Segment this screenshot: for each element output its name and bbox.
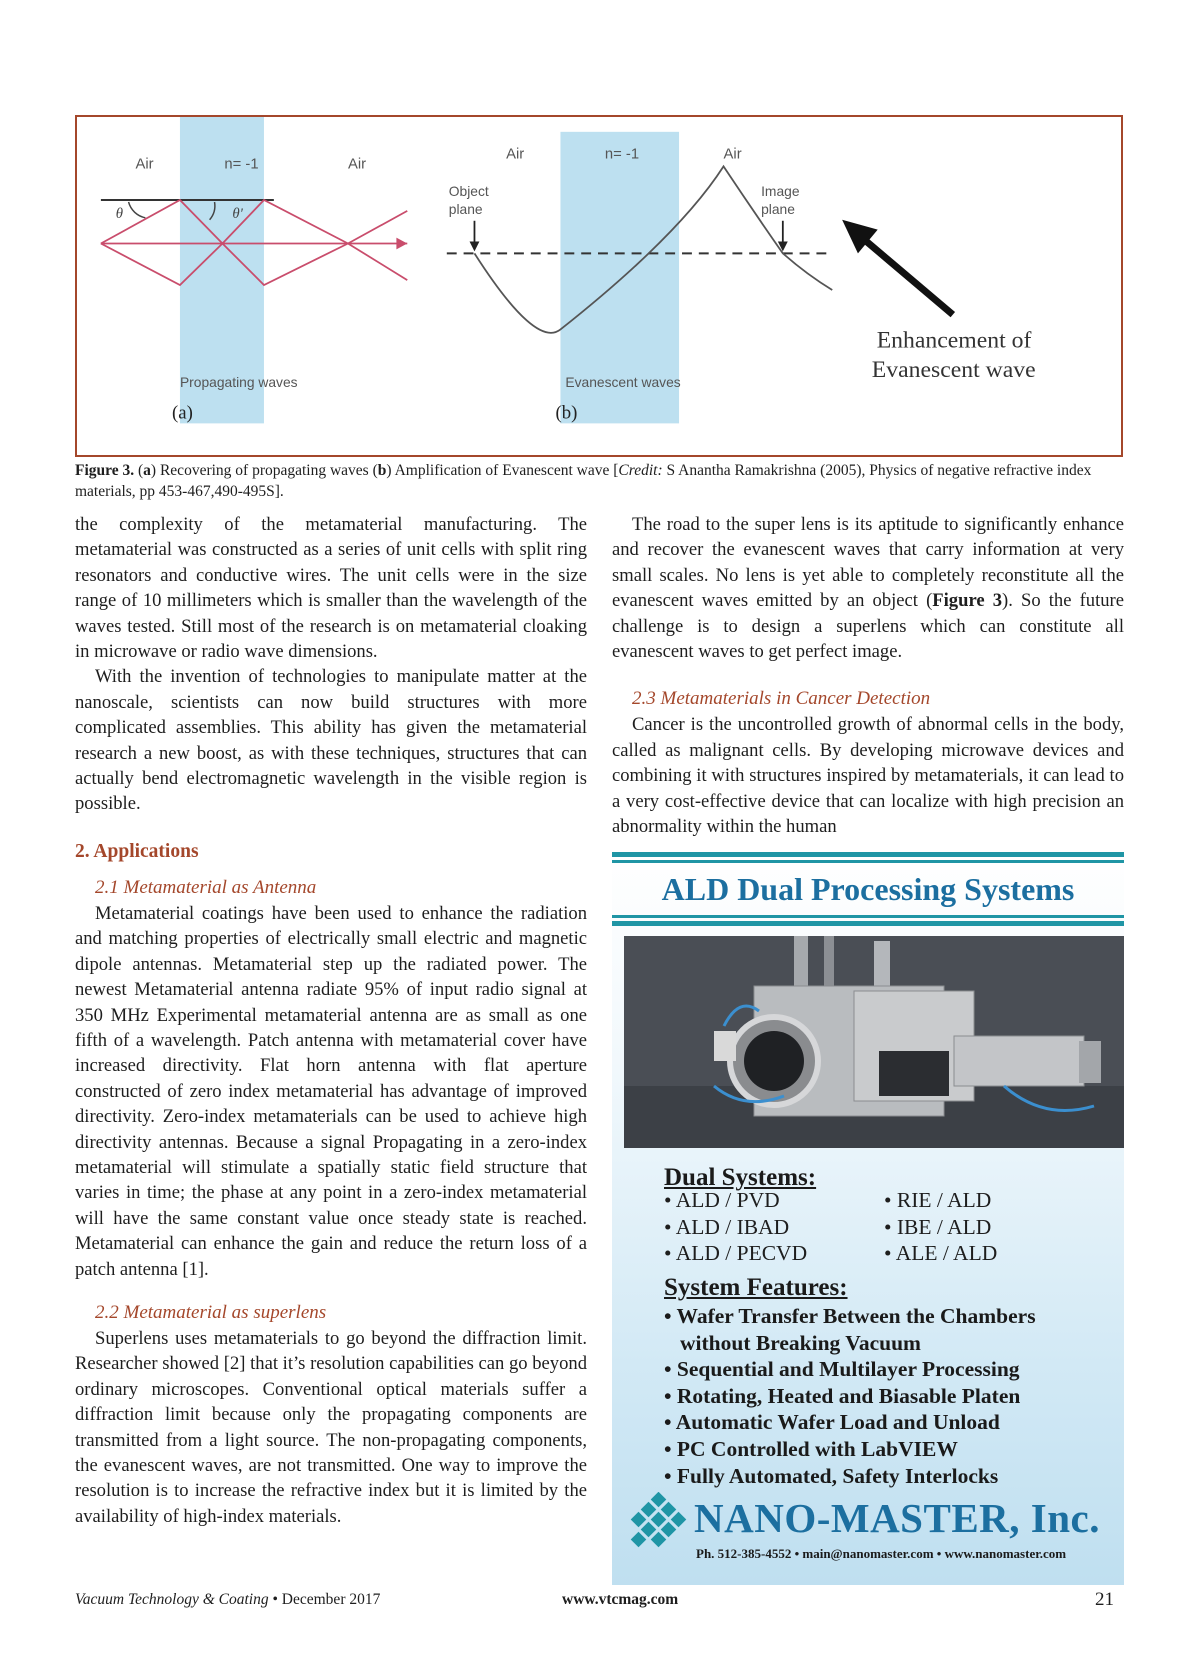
- paragraph: Metamaterial coatings have been used to enhance the radiation and matching properties of electrically small electric and magnetic dipole antennas. Metamaterial step up the radiated power. The newest Metamaterial antenna radiate 95% of input radio signal at 350 MHz Experimental metamaterial antenna are as small as one fifth of a wavelength. Patch antenna with metamaterial cover have increased directivity. Flat horn antenna with flat aperture constructed of zero index metamaterial has advantage of improved directivity. Zero-index metamaterials can be used to achieve high directivity antennas. Because a signal Propagating in a zero-index metamaterial will stimulate a spatially static field structure that varies in time; the phase at any point in a zero-index metamaterial will have the same constant value once steady state is reached. Metamaterial can enhance the gain and reduce the return loss of a patch antenna [1].: [75, 902, 587, 1280]
- panel-a-theta-r: θ': [232, 205, 243, 222]
- panel-a-air-right: Air: [347, 156, 367, 173]
- company-name: NANO-MASTER, Inc.: [694, 1495, 1100, 1541]
- list-item: • Automatic Wafer Load and Unload: [664, 1410, 1000, 1435]
- caption-credit-label: Credit:: [618, 462, 663, 479]
- ad-top-rule: [612, 852, 1124, 857]
- diamond-logo-icon: [624, 1492, 694, 1562]
- dual-systems-list: [664, 1187, 1084, 1267]
- page-number: 21: [1095, 1589, 1114, 1610]
- system-features-heading: System Features:: [664, 1274, 848, 1301]
- list-item: • IBE / ALD: [884, 1214, 992, 1239]
- list-item: • ALD / IBAD: [664, 1214, 790, 1239]
- figure-label: Figure 3.: [75, 462, 135, 479]
- subsection-heading-antenna: 2.1 Metamaterial as Antenna: [95, 876, 317, 898]
- caption-credit-text: S Anantha Ramakrishna (2005), Physics of negative refractive index materials, pp 453-467,490-495S].: [75, 462, 1092, 500]
- enhancement-arrow: [862, 238, 953, 315]
- paragraph: Cancer is the uncontrolled growth of abnormal cells in the body, called as malignant cells. By developing microwave devices and combining it with structures inspired by metamaterials, it can lead to a very cost-effective device that can localize with high precision an abnormality within the human: [612, 714, 1124, 838]
- panel-a-letter: (a): [172, 402, 193, 424]
- footer-journal: Vacuum Technology & Coating • December 2017: [75, 1591, 381, 1608]
- panel-b-object-line2: plane: [448, 200, 483, 217]
- subsection-heading-superlens: 2.2 Metamaterial as superlens: [95, 1301, 327, 1323]
- subsection-heading-cancer: 2.3 Metamaterials in Cancer Detection: [632, 688, 931, 710]
- section-heading-applications: 2. Applications: [75, 840, 199, 862]
- enhancement-line1: Enhancement of: [876, 327, 1032, 354]
- paragraph: the complexity of the metamaterial manufacturing. The metamaterial was constructed as a series of unit cells with split ring resonators and conductive wires. The unit cells were in the size range of 10 millimeters which is smaller than the wavelength of the waves tested. Still most of the research is on metamaterial cloaking in microwave or radio wave dimensions.: [75, 514, 587, 663]
- dual-systems-heading: Dual Systems:: [664, 1164, 817, 1191]
- panel-b-air-left: Air: [506, 146, 525, 163]
- panel-a-ray-arrow: [396, 238, 407, 250]
- caption-a-text: Recovering of propagating waves: [159, 462, 369, 479]
- panel-a-air-left: Air: [135, 156, 154, 173]
- caption-a-letter: a: [143, 462, 151, 479]
- company-contact: Ph. 512-385-4552 • main@nanomaster.com • www.nanomaster.com: [696, 1546, 1067, 1561]
- panel-a-caption: Propagating waves: [179, 373, 298, 390]
- list-item: without Breaking Vacuum: [680, 1330, 921, 1355]
- paragraph: Superlens uses metamaterials to go beyond the diffraction limit. Researcher showed [2] that it’s resolution capabilities can go beyond ordinary microscopes. Conventional optical materials suffer a diffraction limit because only the propagating components are transmitted from a light source. The non-propagating components, the evanescent waves, are not transmitted. One way to improve the resolution is to increase the refractive index but it is limited by the availability of high-index materials.: [75, 1327, 587, 1527]
- panel-b-caption: Evanescent waves: [565, 373, 681, 390]
- panel-b-air-right: Air: [723, 146, 742, 163]
- figure-3: [75, 115, 1123, 457]
- list-item: • ALE / ALD: [884, 1241, 998, 1266]
- list-item: • ALD / PVD: [664, 1188, 780, 1212]
- enhancement-line2: Evanescent wave: [871, 356, 1036, 383]
- list-item: • RIE / ALD: [884, 1188, 992, 1212]
- list-item: • Rotating, Heated and Biasable Platen: [664, 1383, 1021, 1408]
- advertisement: [612, 850, 1124, 1585]
- figure-reference: Figure 3: [932, 590, 1003, 612]
- footer-website[interactable]: www.vtcmag.com: [562, 1591, 679, 1608]
- ad-bottom-rule: [612, 915, 1124, 918]
- panel-b-image-line2: plane: [761, 200, 795, 217]
- list-item: • ALD / PECVD: [664, 1241, 808, 1266]
- figure-3-diagram: [77, 117, 1121, 455]
- footer-date: December 2017: [281, 1591, 381, 1608]
- panel-a-theta: θ: [115, 205, 124, 222]
- list-item: • Sequential and Multilayer Processing: [664, 1357, 1020, 1382]
- ad-title: ALD Dual Processing Systems: [661, 871, 1075, 907]
- paragraph: The road to the super lens is its aptitude to significantly enhance and recover the evanescent waves that carry information at very small scales. No lens is yet able to completely reconstitute all the evanescent waves emitted by an object (Figure 3). So the future challenge is to design a superlens which can constitute all evanescent waves to get perfect image.: [612, 514, 1124, 663]
- panel-b-image-line1: Image: [761, 183, 800, 200]
- caption-b-letter: b: [377, 462, 387, 479]
- list-item: • PC Controlled with LabVIEW: [664, 1436, 958, 1461]
- figure-caption: Figure 3. (a) Recovering of propagating waves (b) Amplification of Evanescent wave [Credit: S Anantha Ramakrishna (2005), Physics of negative refractive index materials, pp 453-467,490-495S].: [75, 462, 1092, 500]
- right-column: [612, 512, 1124, 839]
- list-item: • Wafer Transfer Between the Chambers: [664, 1304, 1036, 1328]
- panel-b-index-label: n= -1: [604, 146, 640, 163]
- list-item: • Fully Automated, Safety Interlocks: [664, 1463, 999, 1488]
- equipment-photo: [624, 936, 1124, 1148]
- company-logo: [624, 1492, 1124, 1577]
- panel-b-letter: (b): [555, 402, 578, 424]
- system-features-list: [664, 1303, 1036, 1489]
- panel-a-index-label: n= -1: [224, 156, 259, 173]
- caption-b-text: Amplification of Evanescent wave [: [394, 462, 619, 479]
- panel-a-angle-arc-left: [129, 202, 146, 218]
- paragraph: With the invention of technologies to manipulate matter at the nanoscale, scientists can now build structures with more complicated assemblies. This ability has given the metamaterial research a new boost, as with these techniques, structures that can actually bend electromagnetic wavelength in the visible region is possible.: [75, 666, 587, 815]
- panel-b-object-line1: Object: [448, 183, 489, 200]
- left-column: [75, 512, 587, 1529]
